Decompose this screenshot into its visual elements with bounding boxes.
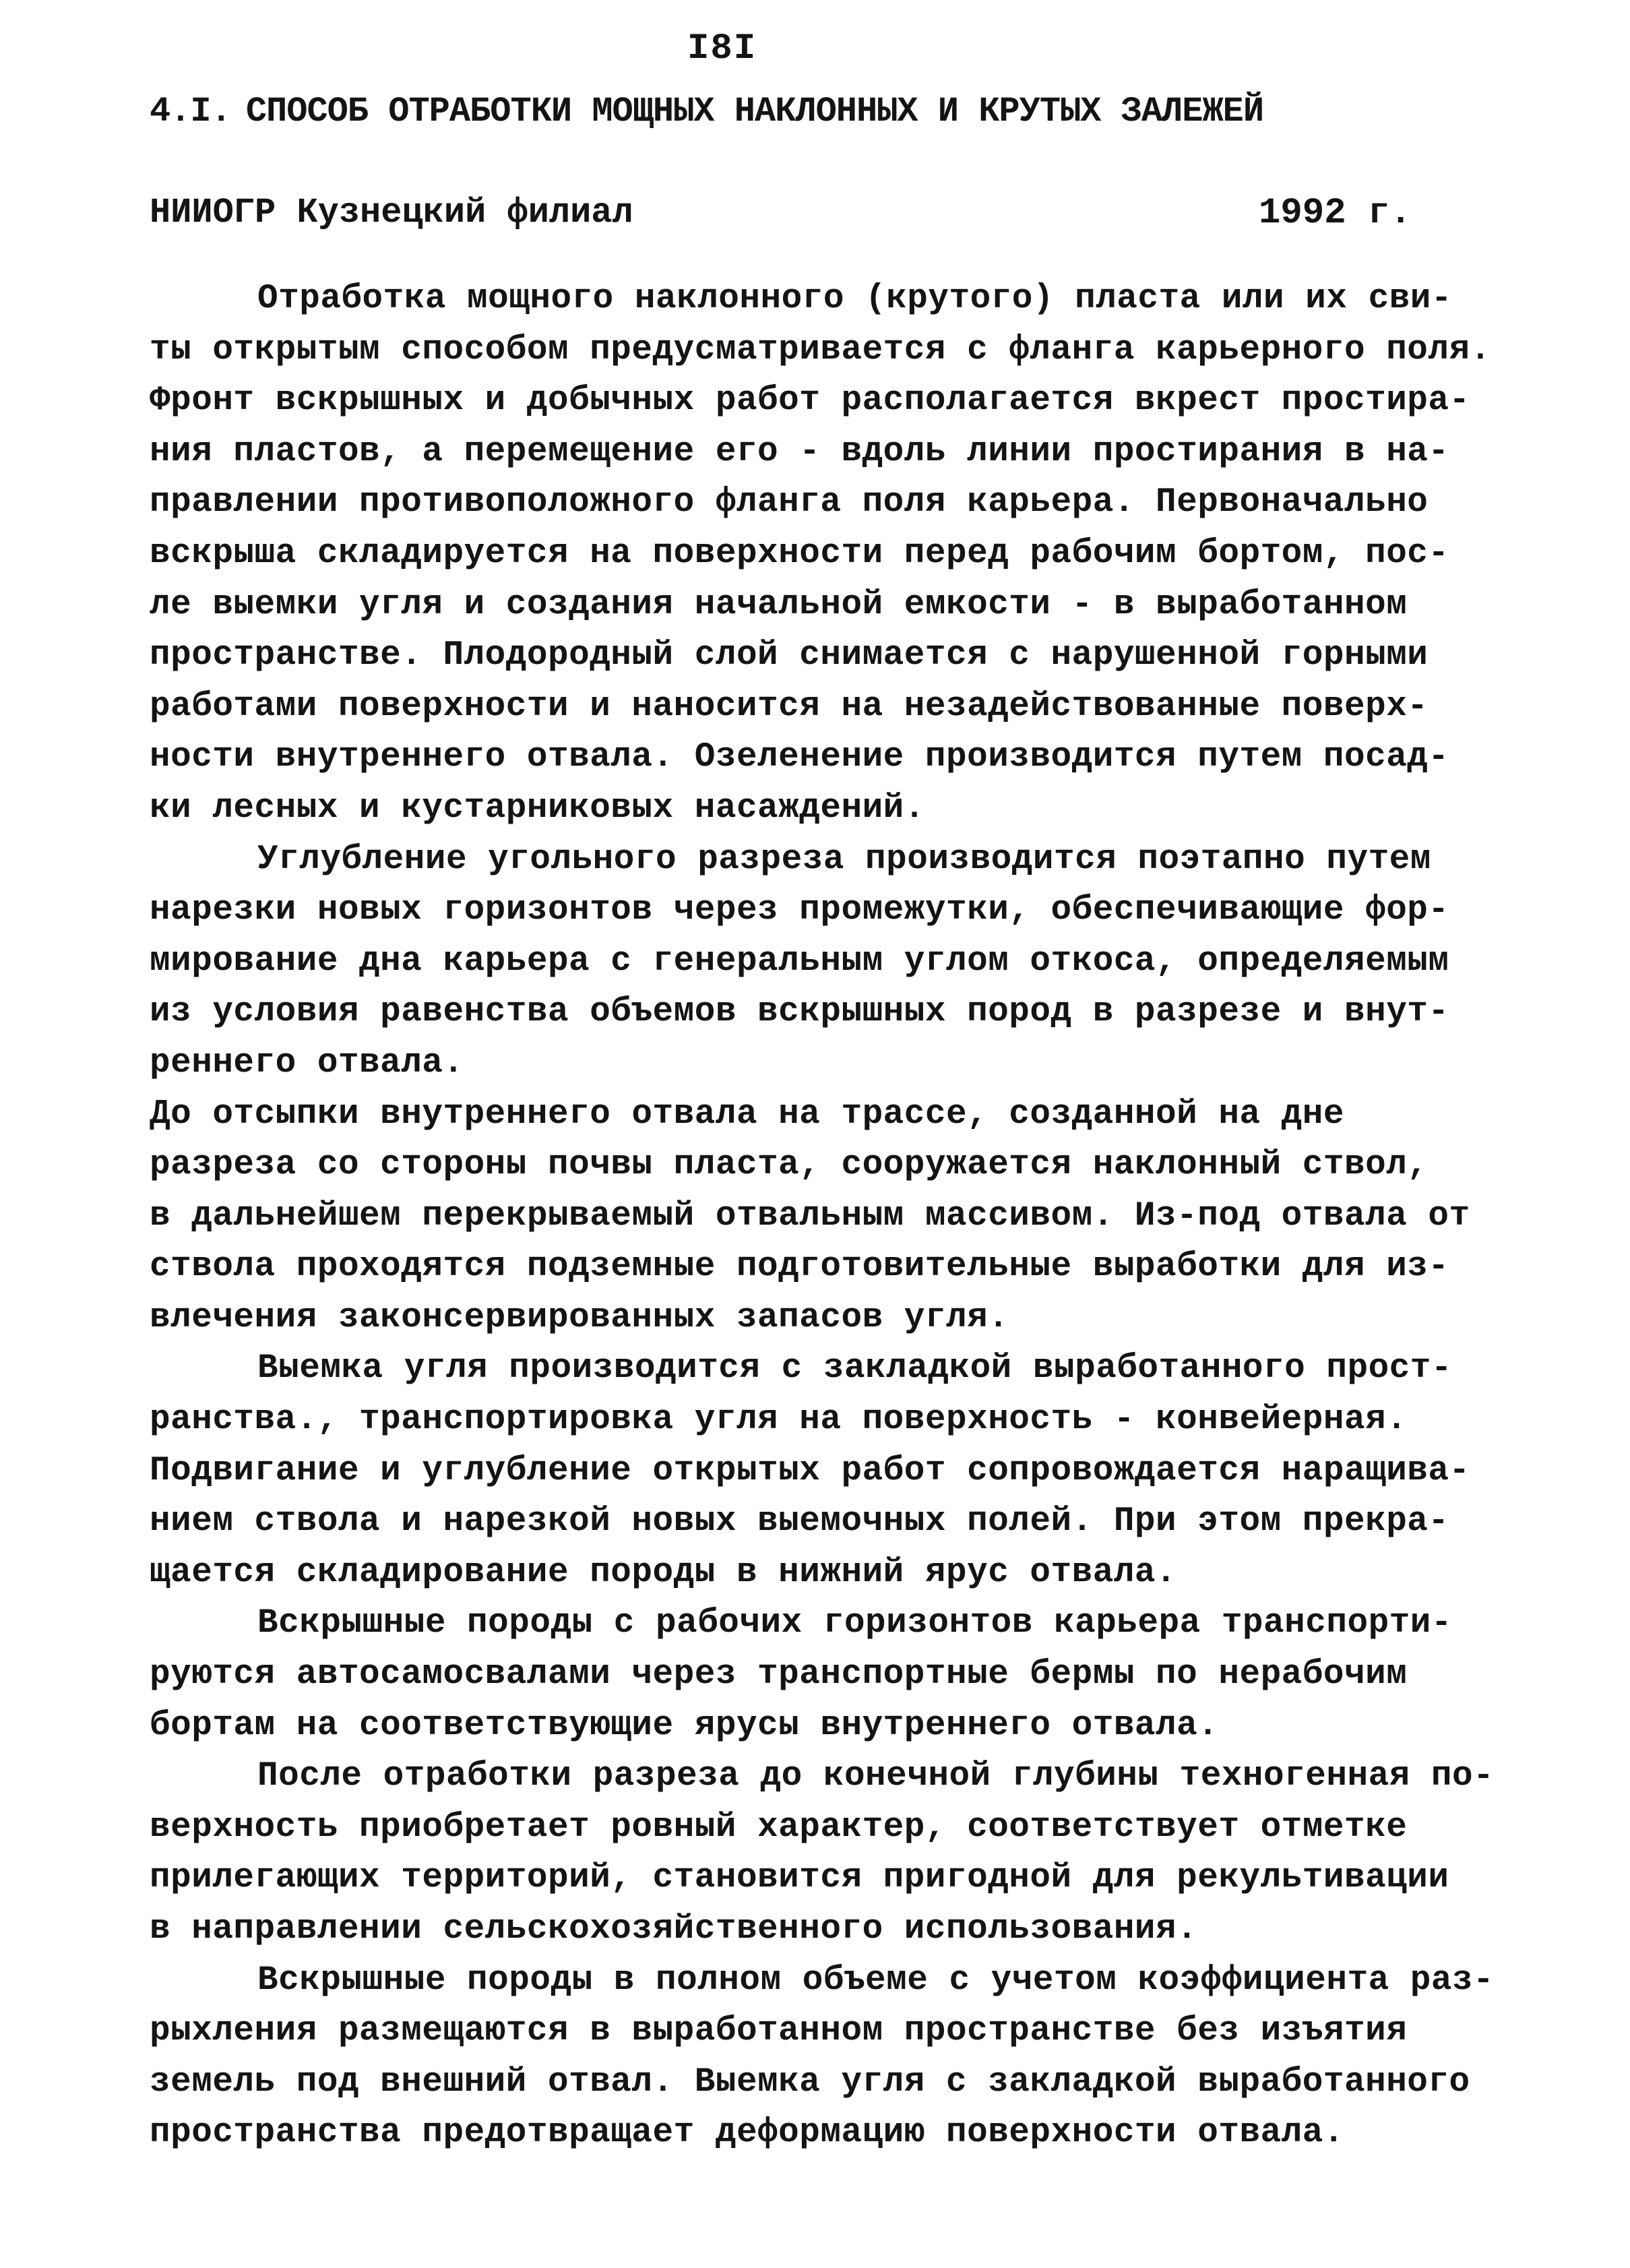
text-line: пространства предотвращает деформацию поверхности отвала.: [150, 2114, 1344, 2153]
section-number: 4.I.: [150, 92, 231, 131]
text-line: После отработки разреза до конечной глубины техногенная по-: [257, 1757, 1495, 1796]
text-line: руются автосамосвалами через транспортные бермы по нерабочим: [150, 1655, 1408, 1694]
text-line: Вскрышные породы в полном объеме с учетом коэффициента раз-: [257, 1961, 1495, 2000]
text-line: Углубление угольного разреза производится поэтапно путем: [257, 840, 1431, 879]
text-line: щается складирование породы в нижний ярус отвала.: [150, 1553, 1177, 1592]
text-line: нарезки новых горизонтов через промежутки, обеспечивающие фор-: [150, 891, 1449, 930]
text-line: из условия равенства объемов вскрышных пород в разрезе и внут-: [150, 993, 1449, 1032]
publication-year: 1992 г.: [1259, 193, 1412, 234]
text-line: ствола проходятся подземные подготовительные выработки для из-: [150, 1248, 1449, 1287]
text-line: бортам на соответствующие ярусы внутреннего отвала.: [150, 1706, 1219, 1745]
text-line: ки лесных и кустарниковых насаждений.: [150, 789, 925, 828]
body-text: [150, 274, 1495, 2159]
text-line: пространстве. Плодородный слой снимается с нарушенной горными: [150, 636, 1429, 675]
text-line: в дальнейшем перекрываемый отвальным массивом. Из-под отвала от: [150, 1196, 1470, 1235]
text-line: Отработка мощного наклонного (крутого) пласта или их сви-: [257, 280, 1452, 318]
text-line: верхность приобретает ровный характер, соответствует отметке: [150, 1808, 1408, 1847]
text-line: прилегающих территорий, становится пригодной для рекультивации: [150, 1859, 1449, 1898]
text-line: реннего отвала.: [150, 1043, 464, 1082]
text-line: земель под внешний отвал. Выемка угля с закладкой выработанного: [150, 2062, 1470, 2102]
text-line: рыхления размещаются в выработанном пространстве без изъятия: [150, 2012, 1408, 2051]
section-title: СПОСОБ ОТРАБОТКИ МОЩНЫХ НАКЛОННЫХ И КРУТЫХ ЗАЛЕЖЕЙ: [245, 92, 1264, 131]
page-number: I8I: [687, 28, 757, 69]
text-line: вскрыша складируется на поверхности перед рабочим бортом, пос-: [150, 534, 1449, 573]
text-line: в направлении сельскохозяйственного использования.: [150, 1910, 1198, 1949]
text-line: ле выемки угля и создания начальной емкости - в выработанном: [150, 585, 1408, 624]
text-line: ты открытым способом предусматривается с фланга карьерного поля.: [150, 330, 1491, 369]
organization-name: НИИОГР Кузнецкий филиал: [150, 193, 633, 233]
text-line: работами поверхности и наносится на незадействованные поверх-: [150, 687, 1429, 726]
text-line: правлении противоположного фланга поля карьера. Первоначально: [150, 483, 1429, 522]
text-line: разреза со стороны почвы пласта, сооружается наклонный ствол,: [150, 1146, 1429, 1185]
text-line: ности внутреннего отвала. Озеленение производится путем посад-: [150, 738, 1449, 777]
text-line: ранства., транспортировка угля на поверхность - конвейерная.: [150, 1401, 1408, 1440]
text-line: влечения законсервированных запасов угля.: [150, 1298, 1009, 1337]
text-line: Фронт вскрышных и добычных работ располагается вкрест простира-: [150, 381, 1470, 421]
text-line: ния пластов, а перемещение его - вдоль линии простирания в на-: [150, 432, 1449, 471]
text-line: нием ствола и нарезкой новых выемочных полей. При этом прекра-: [150, 1502, 1449, 1541]
section-heading: [150, 92, 1263, 131]
text-line: Выемка угля производится с закладкой выработанного прост-: [257, 1349, 1452, 1388]
text-line: Подвигание и углубление открытых работ сопровождается наращива-: [150, 1451, 1470, 1490]
text-line: До отсыпки внутреннего отвала на трассе, созданной на дне: [150, 1095, 1344, 1134]
text-line: мирование дна карьера с генеральным углом откоса, определяемым: [150, 942, 1449, 981]
text-line: Вскрышные породы с рабочих горизонтов карьера транспорти-: [257, 1604, 1452, 1643]
